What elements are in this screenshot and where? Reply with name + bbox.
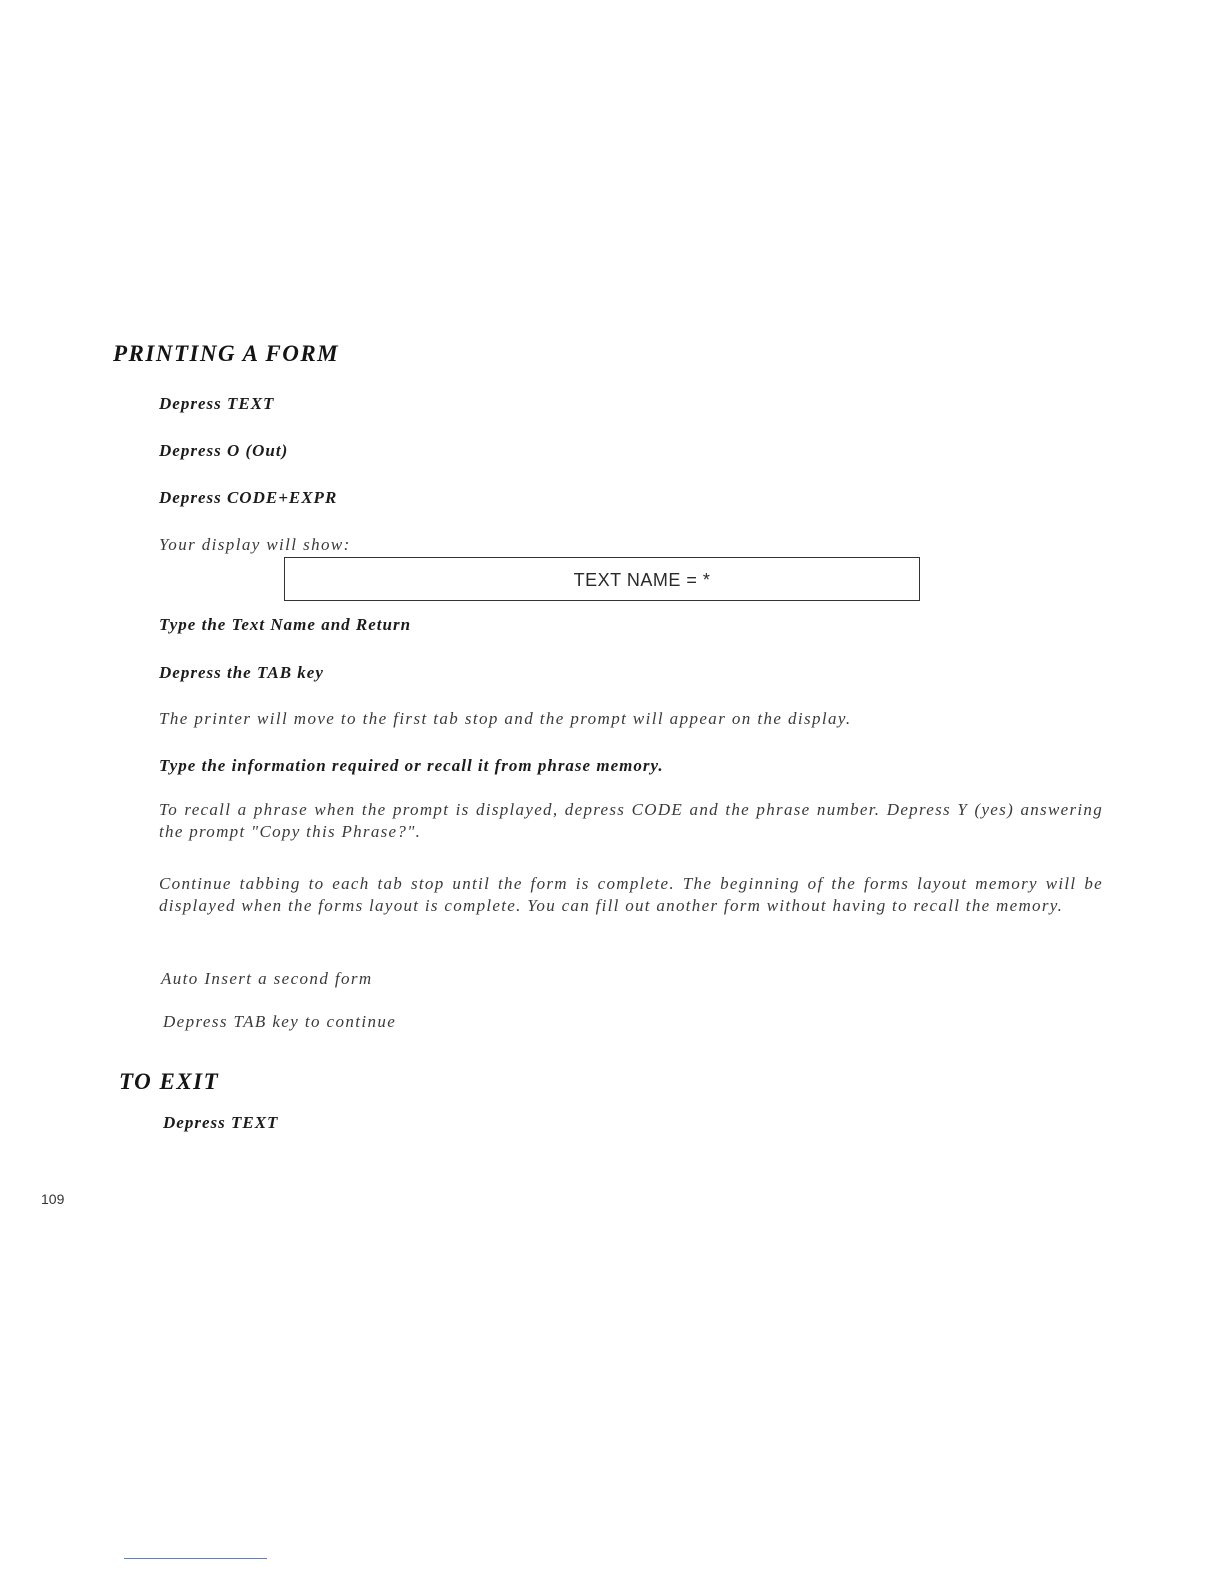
note-printer-moves: The printer will move to the first tab stop and the prompt will appear on the display.: [159, 709, 852, 728]
page-number: 109: [41, 1191, 65, 1207]
note-depress-tab-continue: Depress TAB key to continue: [163, 1012, 397, 1031]
instruction-depress-text: Depress TEXT: [159, 394, 275, 413]
section-heading-to-exit: TO EXIT: [119, 1069, 220, 1094]
paragraph-recall-phrase: To recall a phrase when the prompt is displayed, depress CODE and the phrase number. Depress Y (yes) answering the prompt "Copy this Phrase?".: [159, 800, 1103, 841]
instruction-depress-out: Depress O (Out): [159, 441, 289, 460]
instruction-type-information: Type the information required or recall it from phrase memory.: [159, 756, 664, 775]
instruction-type-text-name: Type the Text Name and Return: [159, 615, 412, 634]
paragraph-continue-tabbing: Continue tabbing to each tab stop until the form is complete. The beginning of the forms layout memory will be displayed when the forms layout is complete. You can fill out another form without having to recall the memory.: [159, 874, 1103, 915]
note-auto-insert: Auto Insert a second form: [161, 969, 373, 988]
display-intro-text: Your display will show:: [159, 535, 351, 554]
instruction-exit-depress-text: Depress TEXT: [163, 1113, 279, 1132]
display-readout-box: [284, 557, 920, 601]
instruction-depress-code-expr: Depress CODE+EXPR: [159, 488, 338, 507]
display-readout-text: TEXT NAME = *: [573, 570, 711, 590]
section-heading-printing-a-form: PRINTING A FORM: [113, 341, 340, 366]
footer-rule: [124, 1558, 267, 1559]
instruction-depress-tab: Depress the TAB key: [159, 663, 324, 682]
